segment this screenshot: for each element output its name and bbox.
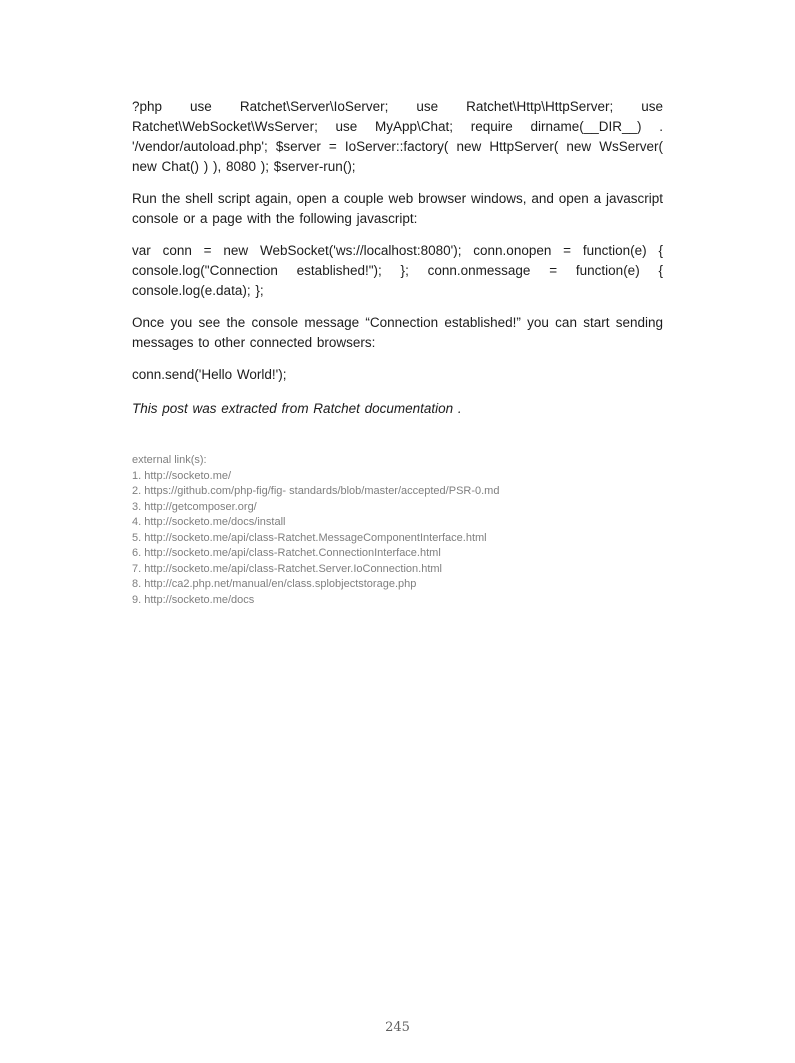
paragraph-js-code: var conn = new WebSocket('ws://localhost:8080'); conn.onopen = function(e) { console.log("Connection established!"); }; conn.onmessage = function(e) { console.log(e.data); }; <box>132 243 663 298</box>
paragraph-send-code: conn.send('Hello World!'); <box>132 367 287 382</box>
external-link-4: 4. http://socketo.me/docs/install <box>132 516 286 528</box>
external-links-section <box>132 453 663 608</box>
page-content <box>132 97 663 608</box>
external-link-9: 9. http://socketo.me/docs <box>132 593 255 606</box>
paragraph-instructions: Run the shell script again, open a couple web browser windows, and open a javascript console or a page with the following javascript: <box>132 191 663 226</box>
paragraph-attribution: This post was extracted from Ratchet documentation . <box>132 401 462 416</box>
external-link-7: 7. http://socketo.me/api/class-Ratchet.Server.IoConnection.html <box>132 562 442 575</box>
page-number: 245 <box>385 1020 410 1035</box>
external-link-1: 1. http://socketo.me/ <box>132 469 232 482</box>
paragraph-php-code: ?php use Ratchet\Server\IoServer; use Ratchet\Http\HttpServer; use Ratchet\WebSocket\WsServer; use MyApp\Chat; require dirname(__DIR__) . '/vendor/autoload.php'; $server = IoServer::factory( new HttpServer( new WsServer( new Chat() ) ), 8080 ); $server-run(); <box>132 99 663 174</box>
external-link-6: 6. http://socketo.me/api/class-Ratchet.ConnectionInterface.html <box>132 547 441 559</box>
external-link-3: 3. http://getcomposer.org/ <box>132 500 257 513</box>
external-link-8: 8. http://ca2.php.net/manual/en/class.splobjectstorage.php <box>132 578 417 590</box>
external-link-2: 2. https://github.com/php-fig/fig- standards/blob/master/accepted/PSR-0.md <box>132 485 500 497</box>
paragraph-console-message: Once you see the console message “Connection established!” you can start sending messages to other connected browsers: <box>132 315 663 350</box>
external-links-title: external link(s): <box>132 454 207 466</box>
external-link-5: 5. http://socketo.me/api/class-Ratchet.MessageComponentInterface.html <box>132 531 487 544</box>
